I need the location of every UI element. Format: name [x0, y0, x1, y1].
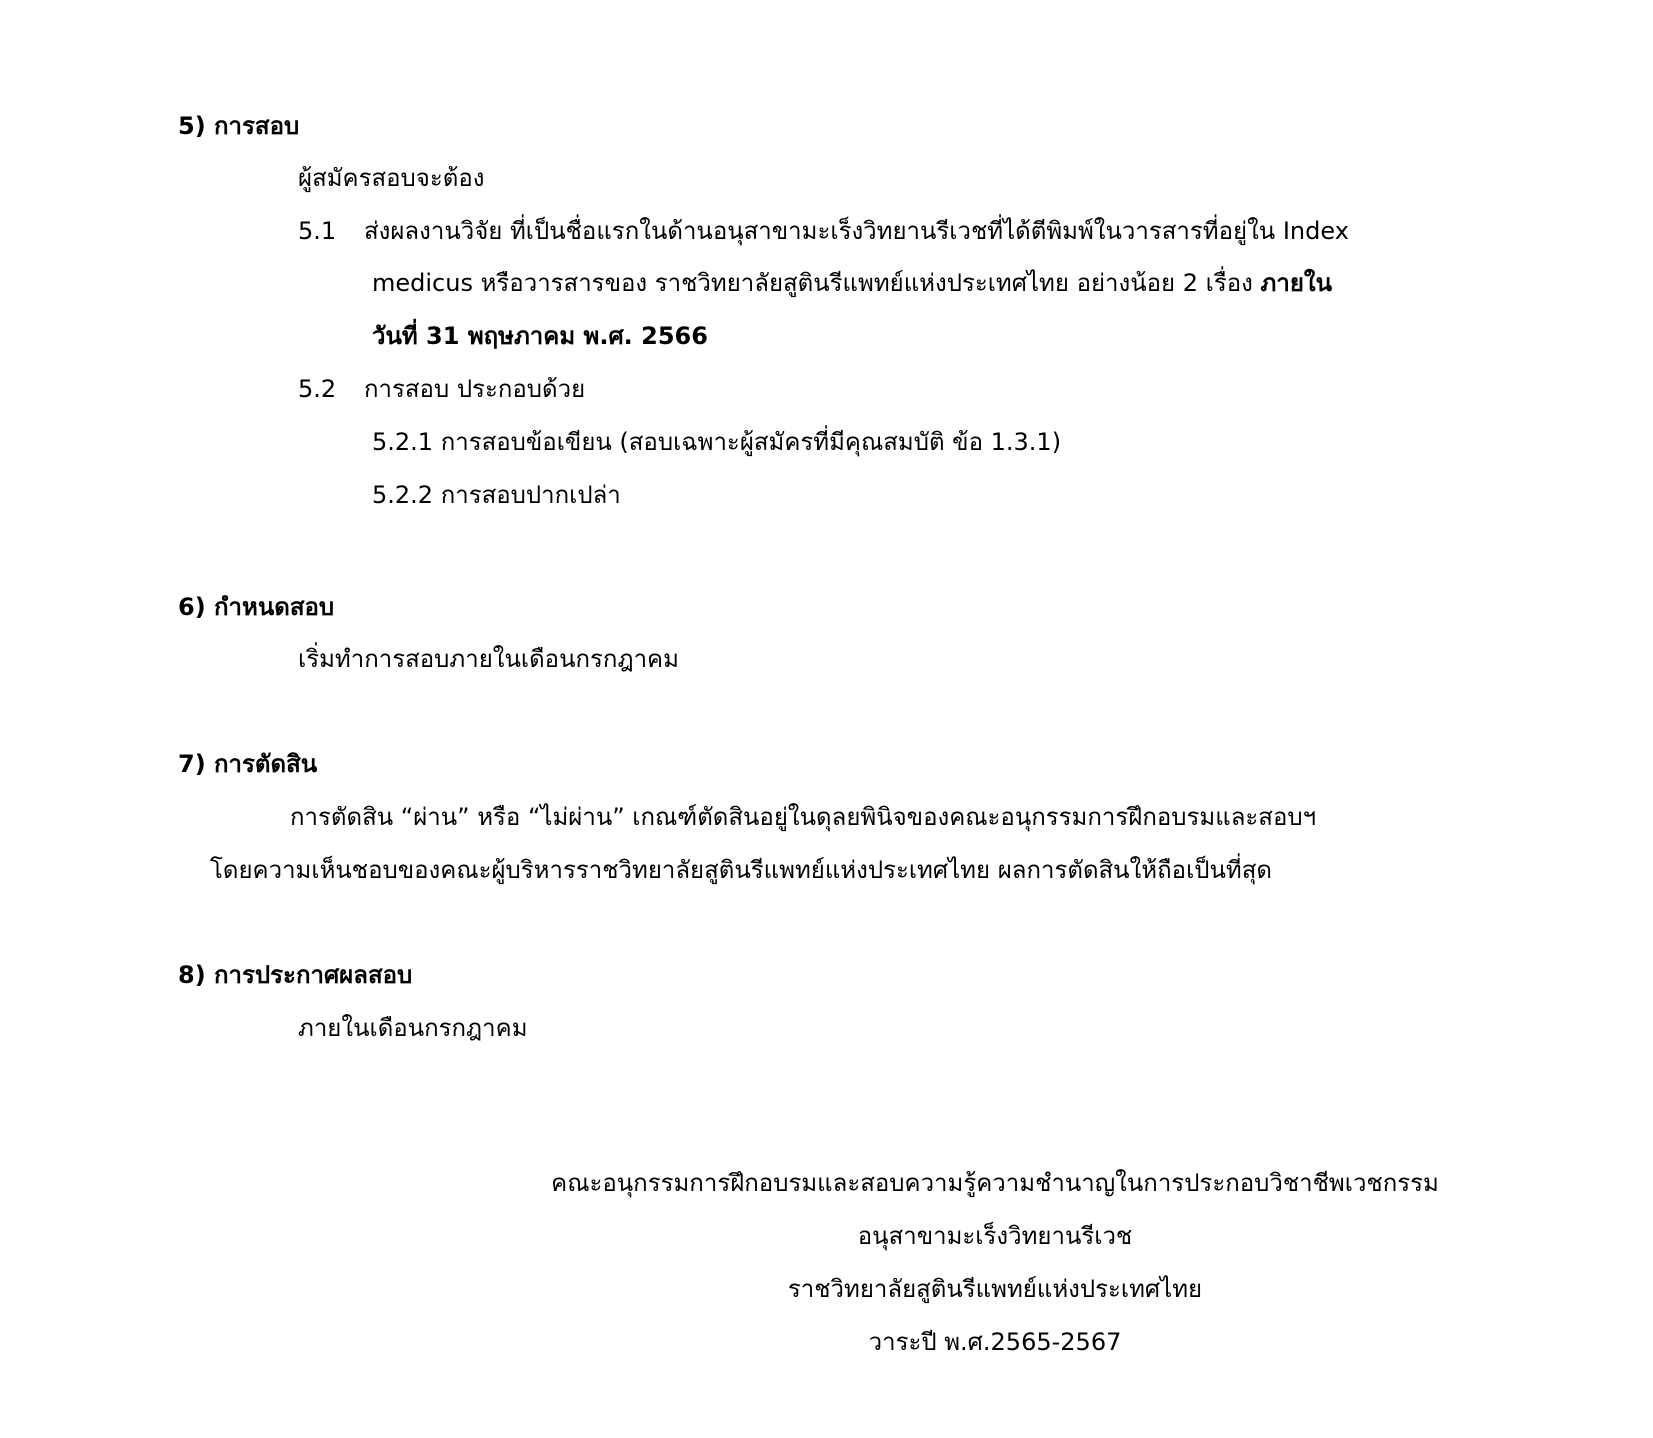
item-5-2-2: 5.2.2 การสอบปากเปล่า — [372, 481, 621, 509]
section-8-text: ภายในเดือนกรกฎาคม — [298, 1014, 528, 1042]
signature-college: ราชวิทยาลัยสูตินรีแพทย์แห่งประเทศไทย — [787, 1275, 1203, 1303]
item-5-2-number: 5.2 — [298, 375, 337, 403]
section-8-heading: 8) การประกาศผลสอบ — [178, 961, 413, 989]
item-5-1-line2 — [372, 269, 1332, 298]
signature-subspecialty: อนุสาขามะเร็งวิทยานรีเวช — [857, 1222, 1133, 1250]
section-5-heading: 5) การสอบ — [178, 112, 300, 140]
item-5-1-text: ส่งผลงานวิจัย ที่เป็นชื่อแรกในด้านอนุสาขามะเร็งวิทยานรีเวชที่ได้ตีพิมพ์ในวารสารที่อยู่ใน Index — [364, 217, 1349, 245]
signature-committee: คณะอนุกรรมการฝึกอบรมและสอบความรู้ความชำนาญในการประกอบวิชาชีพเวชกรรม — [551, 1169, 1439, 1197]
item-5-1-line1 — [298, 217, 1349, 246]
section-7-heading: 7) การตัดสิน — [178, 750, 318, 778]
section-7-line1: การตัดสิน “ผ่าน” หรือ “ไม่ผ่าน” เกณฑ์ตัดสินอยู่ในดุลยพินิจของคณะอนุกรรมการฝึกอบรมและสอบฯ — [290, 803, 1317, 831]
item-5-1-line2-bold: ภายใน — [1260, 269, 1332, 297]
item-5-2-text: การสอบ ประกอบด้วย — [364, 375, 586, 403]
section-6-text: เริ่มทำการสอบภายในเดือนกรกฎาคม — [298, 645, 679, 673]
section-7-line2: โดยความเห็นชอบของคณะผู้บริหารราชวิทยาลัยสูตินรีแพทย์แห่งประเทศไทย ผลการตัดสินให้ถือเป็นที่สุด — [210, 856, 1272, 884]
signature-term: วาระปี พ.ศ.2565-2567 — [868, 1328, 1122, 1356]
section-5-intro: ผู้สมัครสอบจะต้อง — [298, 164, 485, 192]
item-5-1-number: 5.1 — [298, 217, 337, 245]
item-5-2-1: 5.2.1 การสอบข้อเขียน (สอบเฉพาะผู้สมัครที่มีคุณสมบัติ ข้อ 1.3.1) — [372, 428, 1062, 456]
item-5-1-deadline: วันที่ 31 พฤษภาคม พ.ศ. 2566 — [372, 322, 708, 350]
item-5-2-line — [298, 375, 585, 404]
item-5-1-line2-normal: medicus หรือวารสารของ ราชวิทยาลัยสูตินรีแพทย์แห่งประเทศไทย อย่างน้อย 2 เรื่อง — [372, 269, 1261, 297]
section-6-heading: 6) กำหนดสอบ — [178, 593, 335, 621]
